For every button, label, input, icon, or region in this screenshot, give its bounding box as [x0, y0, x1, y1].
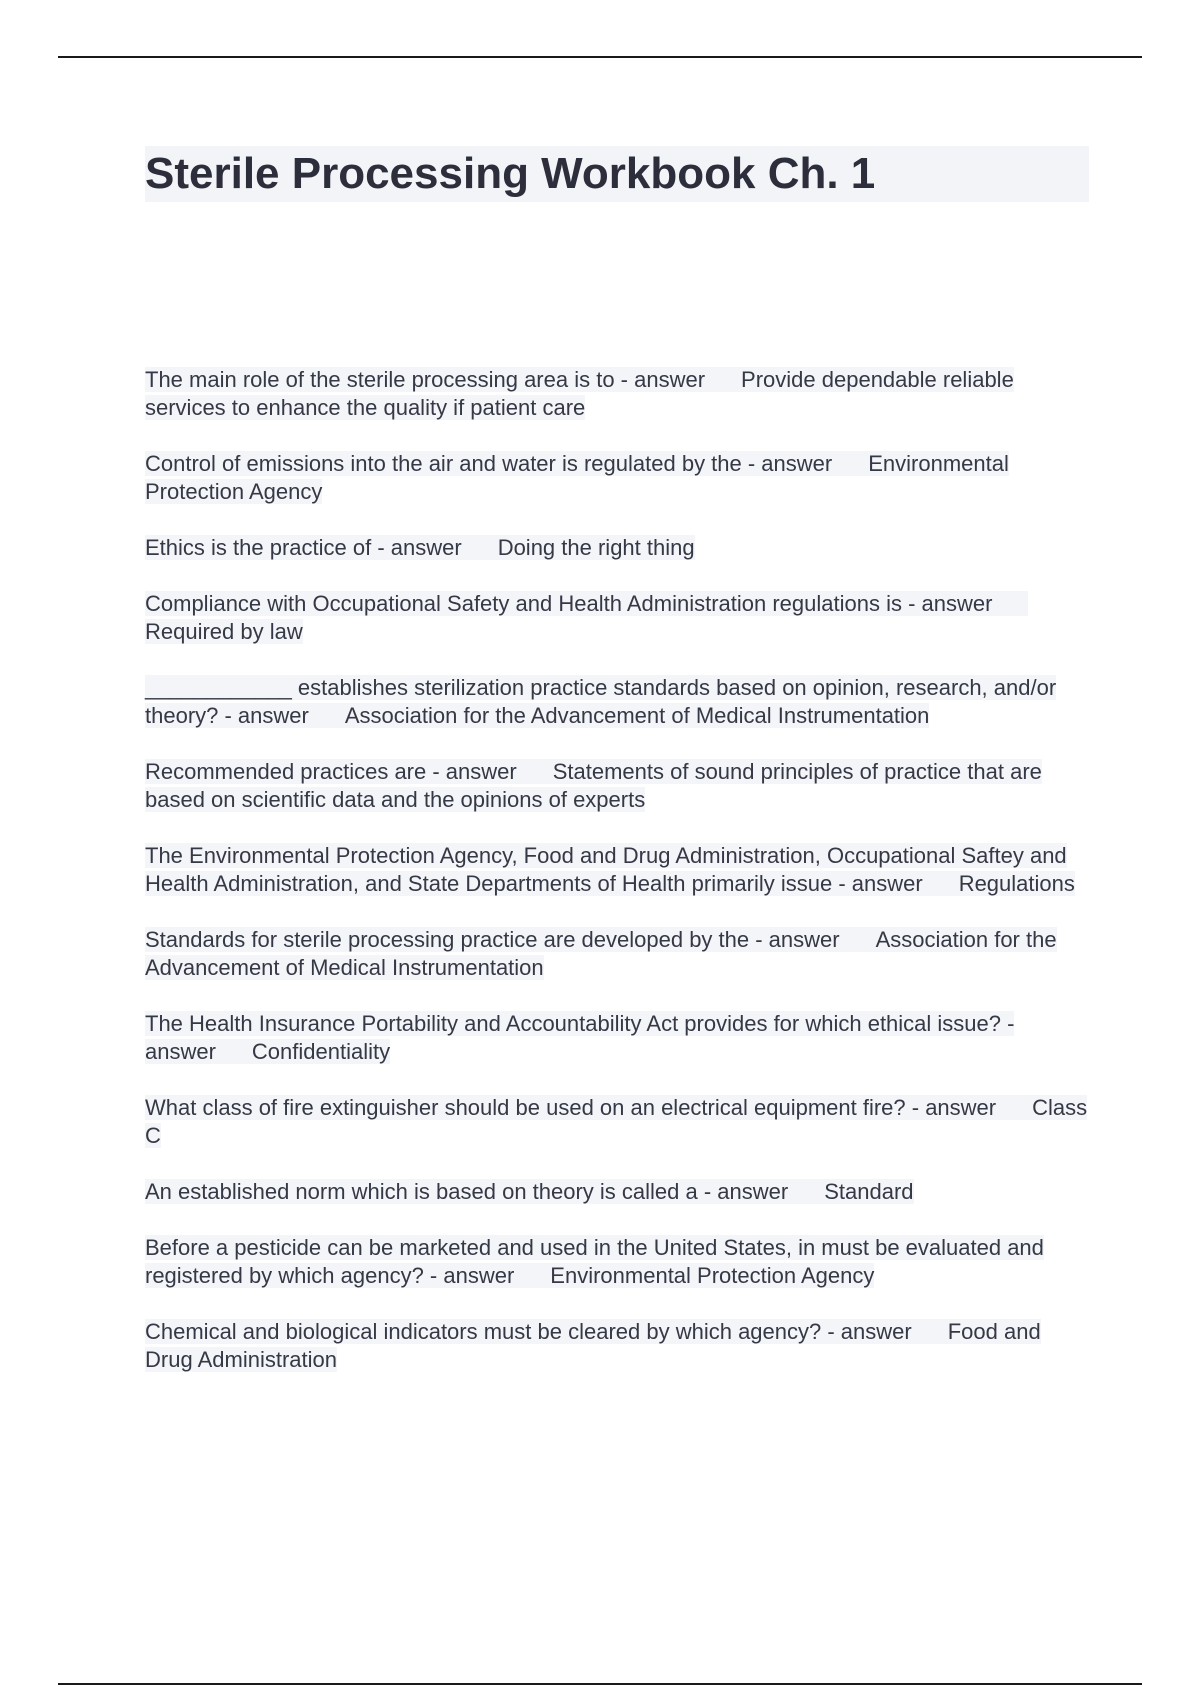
qa-item: [145, 590, 1090, 646]
qa-item: [145, 842, 1090, 898]
qa-item: [145, 1094, 1090, 1150]
question-text: Recommended practices are - answer: [145, 759, 517, 784]
answer-text: Required by law: [145, 619, 303, 644]
qa-item: [145, 1010, 1090, 1066]
question-text: The Environmental Protection Agency, Food and Drug Administration, Occupational Saftey and Health Administration, and State Departments of Health primarily issue - answer: [145, 843, 1067, 896]
qa-item: [145, 674, 1090, 730]
answer-text: Environmental Protection Agency: [145, 451, 1009, 504]
question-text: Control of emissions into the air and water is regulated by the - answer: [145, 451, 833, 476]
question-text: Standards for sterile processing practice are developed by the - answer: [145, 927, 840, 952]
qa-item: [145, 1178, 1090, 1206]
answer-text: Association for the Advancement of Medical Instrumentation: [145, 927, 1057, 980]
answer-text: Standard: [824, 1179, 914, 1204]
question-text: Before a pesticide can be marketed and used in the United States, in must be evaluated and registered by which agency? - answer: [145, 1235, 1044, 1288]
qa-item: [145, 926, 1090, 982]
bottom-rule: [58, 1683, 1142, 1685]
question-text: An established norm which is based on theory is called a - answer: [145, 1179, 789, 1204]
qa-item: [145, 1318, 1090, 1374]
question-text: Ethics is the practice of - answer: [145, 535, 462, 560]
question-text: The main role of the sterile processing area is to - answer: [145, 367, 706, 392]
question-text: What class of fire extinguisher should be used on an electrical equipment fire? - answer: [145, 1095, 997, 1120]
answer-text: Doing the right thing: [497, 535, 695, 560]
qa-item: [145, 366, 1090, 422]
qa-item: [145, 758, 1090, 814]
qa-item: [145, 1234, 1090, 1290]
answer-text: Class C: [145, 1095, 1088, 1148]
answer-text: Provide dependable reliable services to enhance the quality if patient care: [145, 367, 1014, 420]
answer-text: Environmental Protection Agency: [550, 1263, 875, 1288]
qa-item: [145, 450, 1090, 506]
answer-text: Statements of sound principles of practice that are based on scientific data and the opinions of experts: [145, 759, 1042, 812]
qa-item: [145, 534, 1090, 562]
question-text: ____________ establishes sterilization practice standards based on opinion, research, and/or theory? - answer: [145, 675, 1057, 728]
answer-text: Regulations: [958, 871, 1075, 896]
qa-list: [145, 366, 1090, 1402]
answer-text: Food and Drug Administration: [145, 1319, 1041, 1372]
question-text: The Health Insurance Portability and Accountability Act provides for which ethical issue? - answer: [145, 1011, 1015, 1064]
question-text: Chemical and biological indicators must be cleared by which agency? - answer: [145, 1319, 912, 1344]
page-title: Sterile Processing Workbook Ch. 1: [145, 146, 1089, 202]
answer-text: Association for the Advancement of Medical Instrumentation: [344, 703, 930, 728]
top-rule: [58, 56, 1142, 58]
question-text: Compliance with Occupational Safety and Health Administration regulations is - answer: [145, 591, 993, 616]
answer-text: Confidentiality: [251, 1039, 391, 1064]
